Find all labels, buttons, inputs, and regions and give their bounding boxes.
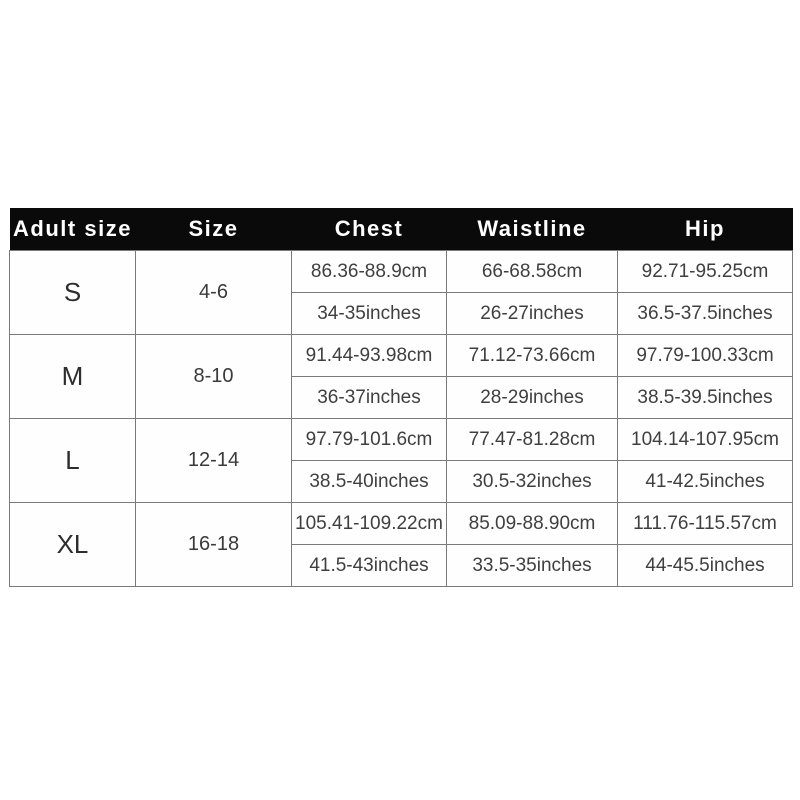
table-row-xl-cm — [10, 503, 793, 545]
waistline-cm-xl: 85.09-88.90cm — [447, 503, 618, 545]
header-waistline: Waistline — [447, 208, 618, 251]
hip-cm-m: 97.79-100.33cm — [618, 335, 793, 377]
header-adult-size: Adult size — [10, 208, 136, 251]
size-label-m: M — [10, 335, 136, 419]
waistline-inches-xl: 33.5-35inches — [447, 545, 618, 587]
table-row-m-cm — [10, 335, 793, 377]
header-hip: Hip — [618, 208, 793, 251]
waistline-inches-s: 26-27inches — [447, 293, 618, 335]
hip-inches-m: 38.5-39.5inches — [618, 377, 793, 419]
hip-cm-xl: 111.76-115.57cm — [618, 503, 793, 545]
size-label-l: L — [10, 419, 136, 503]
chest-inches-s: 34-35inches — [292, 293, 447, 335]
size-range-l: 12-14 — [136, 419, 292, 503]
size-range-s: 4-6 — [136, 251, 292, 335]
hip-inches-l: 41-42.5inches — [618, 461, 793, 503]
waistline-inches-m: 28-29inches — [447, 377, 618, 419]
waistline-cm-m: 71.12-73.66cm — [447, 335, 618, 377]
size-chart-table — [9, 208, 793, 587]
size-label-s: S — [10, 251, 136, 335]
header-chest: Chest — [292, 208, 447, 251]
chest-cm-l: 97.79-101.6cm — [292, 419, 447, 461]
chest-cm-s: 86.36-88.9cm — [292, 251, 447, 293]
size-range-m: 8-10 — [136, 335, 292, 419]
chest-cm-m: 91.44-93.98cm — [292, 335, 447, 377]
hip-cm-l: 104.14-107.95cm — [618, 419, 793, 461]
header-row — [10, 208, 793, 251]
size-range-xl: 16-18 — [136, 503, 292, 587]
chest-inches-l: 38.5-40inches — [292, 461, 447, 503]
size-label-xl: XL — [10, 503, 136, 587]
table-row-s-cm — [10, 251, 793, 293]
waistline-inches-l: 30.5-32inches — [447, 461, 618, 503]
waistline-cm-l: 77.47-81.28cm — [447, 419, 618, 461]
header-size: Size — [136, 208, 292, 251]
chest-inches-m: 36-37inches — [292, 377, 447, 419]
waistline-cm-s: 66-68.58cm — [447, 251, 618, 293]
chest-inches-xl: 41.5-43inches — [292, 545, 447, 587]
hip-inches-s: 36.5-37.5inches — [618, 293, 793, 335]
hip-inches-xl: 44-45.5inches — [618, 545, 793, 587]
hip-cm-s: 92.71-95.25cm — [618, 251, 793, 293]
table-row-l-cm — [10, 419, 793, 461]
chest-cm-xl: 105.41-109.22cm — [292, 503, 447, 545]
